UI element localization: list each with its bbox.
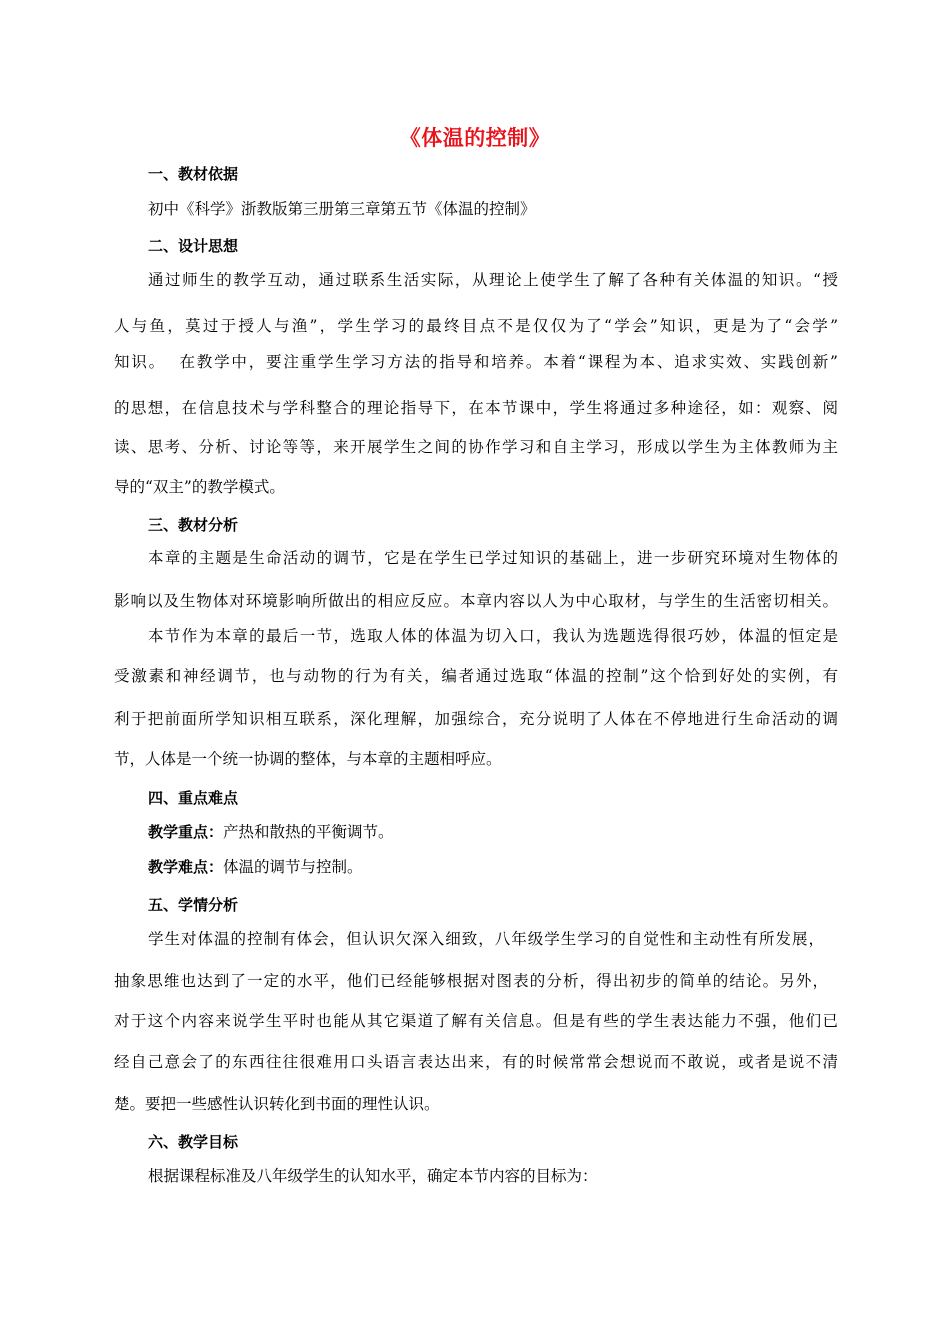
paragraph-line: 人与鱼，莫过于授人与渔”，学生学习的最终目点不是仅仅为了“学会”知识，更是为了“会学” bbox=[114, 317, 838, 335]
paragraph-line: 通过师生的教学互动，通过联系生活实际，从理论上使学生了解了各种有关体温的知识。“授 bbox=[148, 271, 838, 289]
section-heading-3: 三、教材分析 bbox=[148, 516, 239, 534]
paragraph-line: 受激素和神经调节，也与动物的行为有关，编者通过选取“体温的控制”这个恰到好处的实例，有 bbox=[114, 667, 838, 685]
paragraph-line: 抽象思维也达到了一定的水平，他们已经能够根据对图表的分析，得出初步的简单的结论。另外， bbox=[114, 972, 828, 990]
difficult-point-label: 教学难点： bbox=[148, 858, 224, 876]
section-heading-5: 五、学情分析 bbox=[148, 896, 239, 914]
paragraph-line: 本节作为本章的最后一节，选取人体的体温为切入口，我认为选题选得很巧妙，体温的恒定是 bbox=[148, 627, 838, 645]
difficult-point-text: 体温的调节与控制。 bbox=[223, 858, 363, 876]
difficult-point-line bbox=[148, 857, 363, 877]
section-heading-6: 六、教学目标 bbox=[148, 1133, 239, 1151]
paragraph-line: 影响以及生物体对环境影响所做出的相应反应。本章内容以人为中心取材，与学生的生活密切相关。 bbox=[114, 592, 838, 610]
paragraph-line: 学生对体温的控制有体会，但认识欠深入细致，八年级学生学习的自觉性和主动性有所发展， bbox=[148, 930, 824, 948]
paragraph-line: 对于这个内容来说学生平时也能从其它渠道了解有关信息。但是有些的学生表达能力不强，他们已 bbox=[114, 1012, 838, 1030]
paragraph-line: 本章的主题是生命活动的调节，它是在学生已学过知识的基础上，进一步研究环境对生物体的 bbox=[148, 549, 838, 567]
section-heading-2: 二、设计思想 bbox=[148, 237, 239, 255]
page-title: 《体温的控制》 bbox=[399, 126, 551, 150]
paragraph-line: 导的“双主”的教学模式。 bbox=[114, 478, 285, 496]
paragraph-line: 利于把前面所学知识相互联系，深化理解，加强综合，充分说明了人体在不停地进行生命活动的调 bbox=[114, 710, 838, 728]
paragraph-line: 的思想，在信息技术与学科整合的理论指导下，在本节课中，学生将通过多种途径，如：观察、阅 bbox=[114, 399, 838, 417]
paragraph-line: 读、思考、分析、讨论等等，来开展学生之间的协作学习和自主学习，形成以学生为主体教师为主 bbox=[114, 438, 838, 456]
key-point-line bbox=[148, 822, 394, 842]
paragraph-line: 节，人体是一个统一协调的整体，与本章的主题相呼应。 bbox=[114, 750, 502, 768]
paragraph-line: 经自己意会了的东西往往很难用口头语言表达出来，有的时候常常会想说而不敢说，或者是说不清 bbox=[114, 1053, 838, 1071]
paragraph-line: 楚。要把一些感性认识转化到书面的理性认识。 bbox=[114, 1095, 440, 1113]
paragraph-line: 初中《科学》浙教版第三册第三章第五节《体温的控制》 bbox=[148, 200, 536, 218]
key-point-label: 教学重点： bbox=[148, 823, 224, 841]
paragraph-line: 根据课程标准及八年级学生的认知水平，确定本节内容的目标为： bbox=[148, 1167, 598, 1185]
paragraph-line: 知识。 在教学中，要注重学生学习方法的指导和培养。本着“课程为本、追求实效、实践创新” bbox=[114, 353, 838, 371]
key-point-text: 产热和散热的平衡调节。 bbox=[223, 823, 394, 841]
section-heading-4: 四、重点难点 bbox=[148, 789, 239, 807]
section-heading-1: 一、教材依据 bbox=[148, 165, 239, 183]
